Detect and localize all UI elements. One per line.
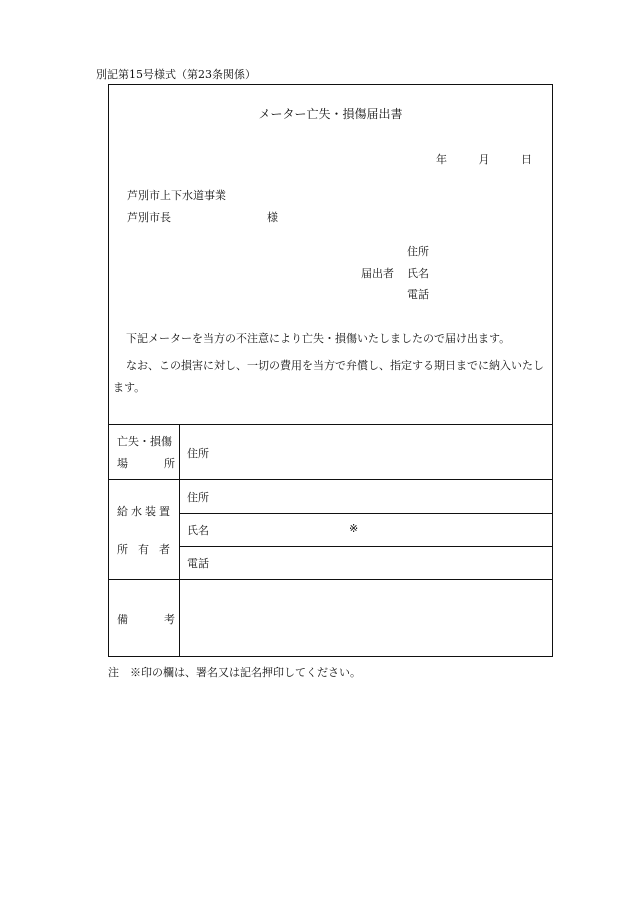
owner-name-label: 氏名: [187, 524, 209, 537]
footnote: 注 ※印の欄は、署名又は記名押印してください。: [108, 666, 361, 679]
form-number-label: 別記第15号様式（第23条関係）: [96, 68, 256, 81]
applicant-phone-label: 電話: [407, 288, 429, 301]
remarks-char-1: 備: [117, 613, 128, 626]
form-frame: [108, 84, 553, 657]
loss-place-char-2: 所: [164, 457, 175, 470]
addressee-line2: 芦別市長: [127, 211, 171, 224]
loss-place-header-line1: 亡失・損傷: [117, 435, 172, 448]
addressee-honorific: 様: [267, 211, 278, 224]
loss-place-char-1: 場: [117, 457, 128, 470]
owner-signature-mark: ※: [349, 522, 359, 535]
remarks-header: [117, 611, 175, 627]
table-top-rule: [109, 424, 552, 425]
table-rule-owner-address: [179, 513, 552, 514]
loss-place-address-label: 住所: [187, 447, 209, 460]
loss-place-header-line2: [117, 455, 175, 471]
body-paragraph-1: 下記メーターを当方の不注意により亡失・損傷いたしましたので届け出ます。: [126, 332, 511, 345]
table-rule-owner-name: [179, 546, 552, 547]
date-year-label: 年: [436, 153, 447, 166]
owner-header-line1: 給水装置: [117, 505, 173, 518]
remarks-char-2: 考: [164, 613, 175, 626]
applicant-name-label: 氏名: [407, 267, 429, 280]
addressee-line1: 芦別市上下水道事業: [127, 189, 226, 202]
body-paragraph-2: なお、この損害に対し、一切の費用を当方で弁償し、指定する期日までに納入いたします。: [113, 359, 544, 394]
owner-header-line2: 所有者: [117, 543, 180, 556]
applicant-address-label: 住所: [407, 245, 429, 258]
date-month-label: 月: [478, 153, 490, 166]
owner-address-label: 住所: [187, 491, 209, 504]
owner-phone-label: 電話: [187, 557, 209, 570]
table-rule-owner: [109, 579, 552, 580]
table-rule-loss: [109, 479, 552, 480]
form-title: メーター亡失・損傷届出書: [258, 107, 403, 121]
date-line: [436, 151, 532, 167]
applicant-label: 届出者: [361, 267, 394, 280]
date-day-label: 日: [521, 153, 532, 166]
